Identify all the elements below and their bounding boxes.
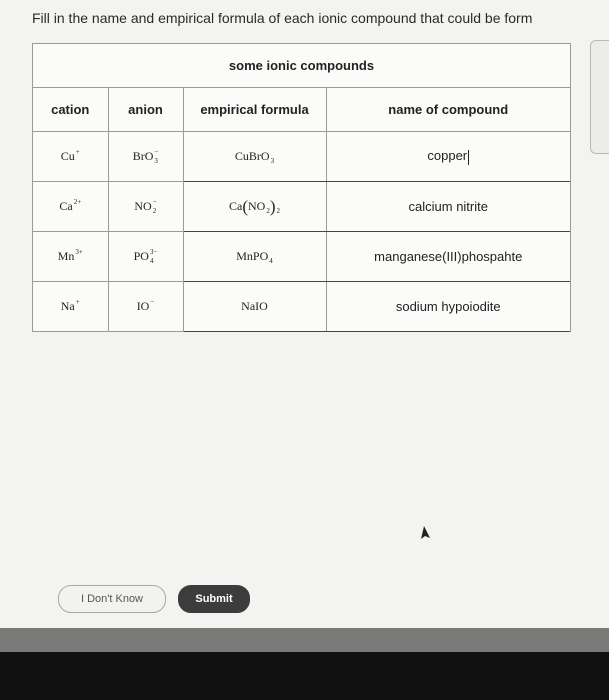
table-row <box>33 282 570 332</box>
table-row <box>33 132 570 182</box>
instruction-text: Fill in the name and empirical formula of each ionic compound that could be form <box>32 10 533 26</box>
formula-field[interactable]: CuBrO 3 <box>183 132 326 182</box>
compounds-panel <box>32 43 571 332</box>
anion-cell: BrO − 3 <box>108 132 183 182</box>
header-cation: cation <box>33 88 108 132</box>
mouse-pointer-icon <box>419 526 431 540</box>
compound-name-field[interactable]: sodium hypoiodite <box>326 282 570 332</box>
screen-bezel <box>0 652 609 700</box>
formula-field[interactable]: Ca ( NO 2 ) 2 <box>183 182 326 232</box>
header-empirical-formula: empirical formula <box>183 88 326 132</box>
panel-title: some ionic compounds <box>33 44 570 88</box>
anion-cell: PO 3− 4 <box>108 232 183 282</box>
cation-cell: Cu + <box>33 132 108 182</box>
cation-cell: Ca 2+ <box>33 182 108 232</box>
cation-cell: Mn 3+ <box>33 232 108 282</box>
bottom-bar <box>0 628 609 652</box>
table-row <box>33 232 570 282</box>
submit-button[interactable]: Submit <box>178 585 250 613</box>
formula-field[interactable]: NaIO <box>183 282 326 332</box>
compounds-table <box>33 88 570 332</box>
dont-know-button[interactable]: I Don't Know <box>58 585 166 613</box>
table-row <box>33 182 570 232</box>
header-anion: anion <box>108 88 183 132</box>
header-compound-name: name of compound <box>326 88 570 132</box>
side-scroll-tab[interactable] <box>590 40 609 154</box>
compound-name-field[interactable]: manganese(III)phospahte <box>326 232 570 282</box>
compound-name-field[interactable]: copper <box>326 132 570 182</box>
cation-cell: Na + <box>33 282 108 332</box>
anion-cell: NO − 2 <box>108 182 183 232</box>
formula-field[interactable]: MnPO 4 <box>183 232 326 282</box>
compound-name-field[interactable]: calcium nitrite <box>326 182 570 232</box>
anion-cell: IO − <box>108 282 183 332</box>
text-caret <box>468 150 469 165</box>
